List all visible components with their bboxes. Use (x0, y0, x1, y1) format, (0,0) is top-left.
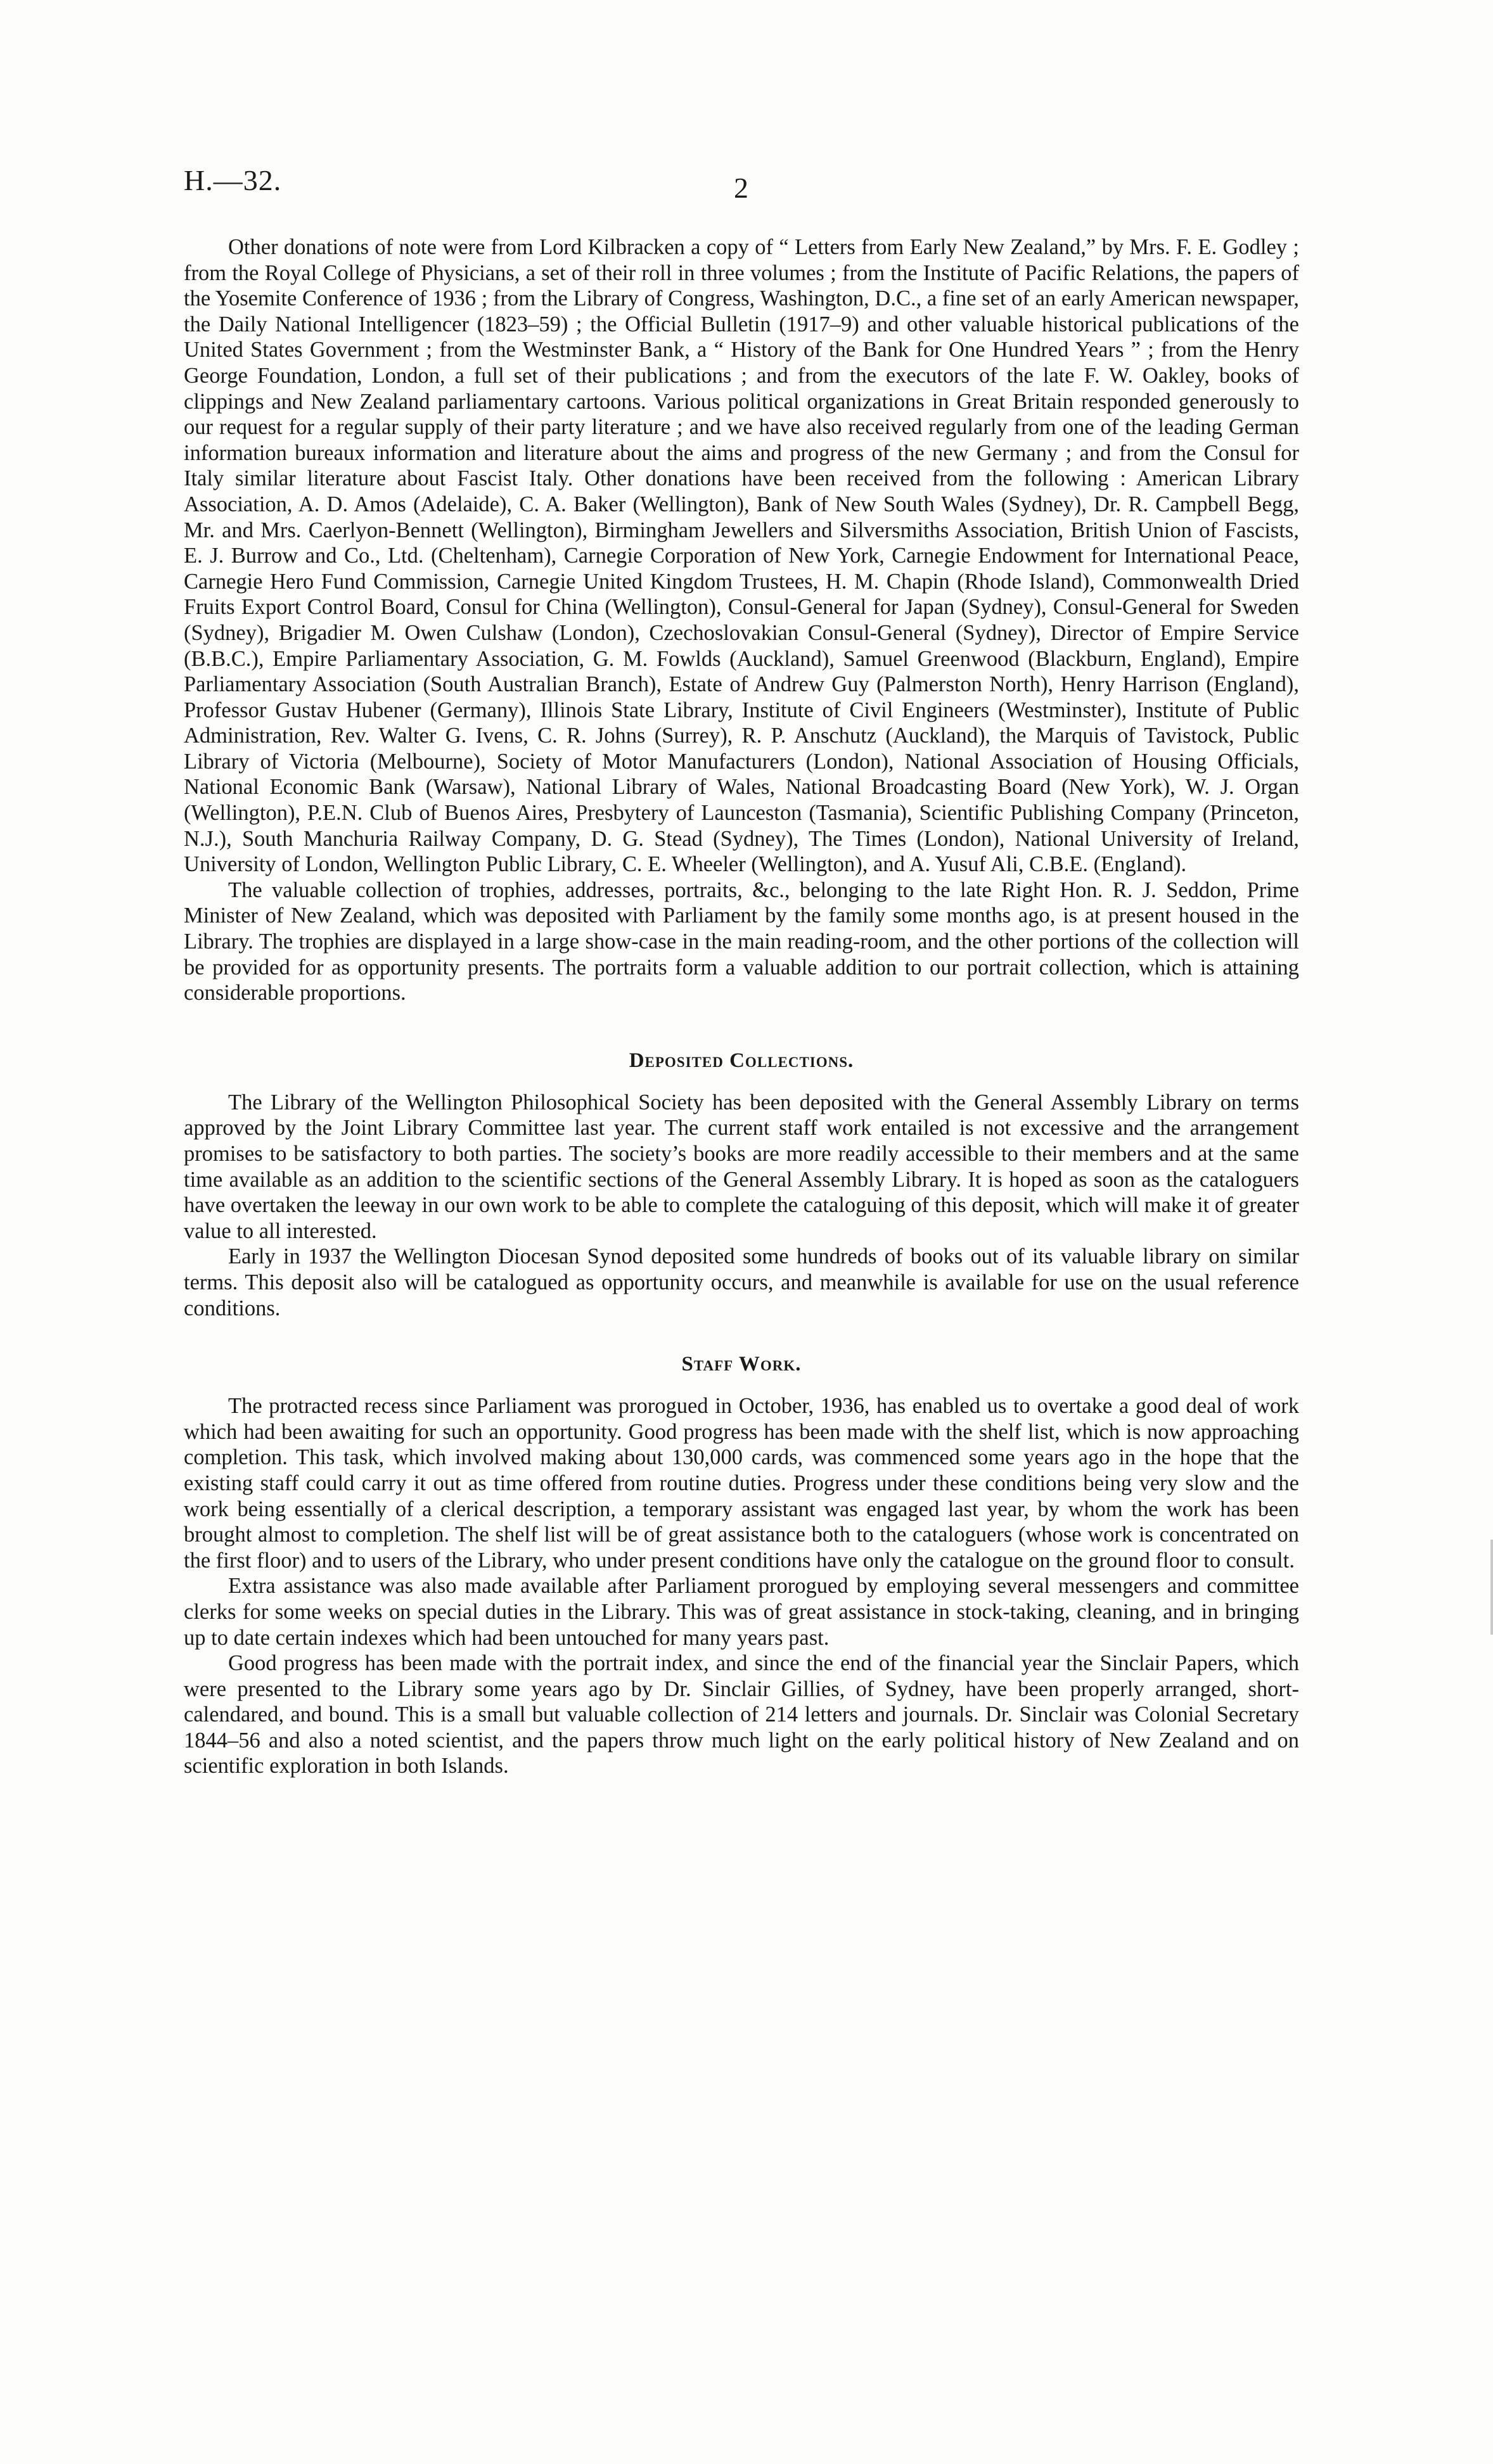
donations-paragraph: Other donations of note were from Lord Kilbracken a copy of “ Letters from Early New Zealand,” by Mrs. F. E. Godley ; from the Royal College of Physicians, a set of their roll in three volumes ; from the Institute of Pacific Relations, the papers of the Yosemite Conference of 1936 ; from the Library of Congress, Washington, D.C., a fine set of an early American newspaper, the Daily National Intelligencer (1823–59) ; the Official Bulletin (1917–9) and other valuable historical publications of the United States Government ; from the Westminster Bank, a “ History of the Bank for One Hundred Years ” ; from the Henry George Foundation, London, a full set of their publications ; and from the executors of the late F. W. Oakley, books of clippings and New Zealand parliamentary cartoons. Various political organizations in Great Britain responded generously to our request for a regular supply of their party literature ; and we have also received regularly from one of the leading German information bureaux information and literature about the aims and progress of the new Germany ; and from the Consul for Italy similar literature about Fascist Italy. Other donations have been received from the following : American Library Association, A. D. Amos (Adelaide), C. A. Baker (Wellington), Bank of New South Wales (Sydney), Dr. R. Campbell Begg, Mr. and Mrs. Caerlyon-Bennett (Wellington), Birmingham Jewellers and Silversmiths Association, British Union of Fascists, E. J. Burrow and Co., Ltd. (Cheltenham), Carnegie Corporation of New York, Carnegie Endowment for International Peace, Carnegie Hero Fund Commission, Carnegie United Kingdom Trustees, H. M. Chapin (Rhode Island), Commonwealth Dried Fruits Export Control Board, Consul for China (Wellington), Consul-General for Japan (Sydney), Consul-General for Sweden (Sydney), Brigadier M. Owen Culshaw (London), Czechoslovakian Consul-General (Sydney), Director of Empire Service (B.B.C.), Empire Parliamentary Association, G. M. Fowlds (Auckland), Samuel Greenwood (Blackburn, England), Empire Parliamentary Association (South Australian Branch), Estate of Andrew Guy (Palmerston North), Henry Harrison (England), Professor Gustav Hubener (Germany), Illinois State Library, Institute of Civil Engineers (Westminster), Institute of Public Administration, Rev. Walter G. Ivens, C. R. Johns (Surrey), R. P. Anschutz (Auckland), the Marquis of Tavistock, Public Library of Victoria (Melbourne), Society of Motor Manufacturers (London), National Association of Housing Officials, National Economic Bank (Warsaw), National Library of Wales, National Broadcasting Board (New York), W. J. Organ (Wellington), P.E.N. Club of Buenos Aires, Presbytery of Launceston (Tasmania), Scientific Publishing Company (Princeton, N.J.), South Manchuria Railway Company, D. G. Stead (Sydney), The Times (London), National University of Ireland, University of London, Wellington Public Library, C. E. Wheeler (Wellington), and A. Yusuf Ali, C.B.E. (England). (184, 235, 1299, 877)
section-heading-staff-work: Staff Work. (681, 1353, 802, 1376)
page-body (184, 234, 1299, 1779)
seddon-collection-paragraph: The valuable collection of trophies, addresses, portraits, &c., belonging to the late Right Hon. R. J. Seddon, Prime Minister of New Zealand, which was deposited with Parliament by the family some months ago, is at present housed in the Library. The trophies are displayed in a large show-case in the main reading-room, and the other portions of the collection will be provided for as opportunity presents. The portraits form a valuable addition to our portrait collection, which is attaining considerable proportions. (184, 878, 1299, 1005)
section-heading-deposited-collections: Deposited Collections. (629, 1049, 854, 1072)
wellington-philosophical-society-paragraph: The Library of the Wellington Philosophical Society has been deposited with the General Assembly Library on terms approved by the Joint Library Committee last year. The current staff work entailed is not excessive and the arrangement promises to be satisfactory to both parties. The society’s books are more readily accessible to their members and at the same time available as an addition to the scientific sections of the General Assembly Library. It is hoped as soon as the cataloguers have overtaken the leeway in our own work to be able to complete the cataloguing of this deposit, which will make it of greater value to all interested. (184, 1090, 1299, 1243)
scan-edge-mark (1490, 1540, 1493, 1635)
shelf-list-paragraph: The protracted recess since Parliament was prorogued in October, 1936, has enabled us to overtake a good deal of work which had been awaiting for such an opportunity. Good progress has been made with the shelf list, which is now approaching completion. This task, which involved making about 130,000 cards, was commenced some years ago in the hope that the existing staff could carry it out as time offered from routine duties. Progress under these conditions being very slow and the work being essentially of a clerical description, a temporary assistant was engaged last year, by whom the work has been brought almost to completion. The shelf list will be of great assistance both to the cataloguers (whose work is concentrated on the first floor) and to users of the Library, who under present conditions have only the catalogue on the ground floor to consult. (184, 1394, 1299, 1573)
sinclair-papers-paragraph: Good progress has been made with the portrait index, and since the end of the financial year the Sinclair Papers, which were presented to the Library some years ago by Dr. Sinclair Gillies, of Sydney, have been properly arranged, short-calendared, and bound. This is a small but valuable collection of 214 letters and journals. Dr. Sinclair was Colonial Secretary 1844–56 and also a noted scientist, and the papers throw much light on the early political history of New Zealand and on scientific exploration in both Islands. (184, 1651, 1299, 1778)
page-header (184, 163, 1324, 208)
document-reference: H.—32. (184, 164, 282, 196)
extra-assistance-paragraph: Extra assistance was also made available after Parliament prorogued by employing several messengers and committee clerks for some weeks on special duties in the Library. This was of great assistance in stock-taking, cleaning, and in bringing up to date certain indexes which had been untouched for many years past. (184, 1574, 1299, 1650)
diocesan-synod-paragraph: Early in 1937 the Wellington Diocesan Synod deposited some hundreds of books out of its valuable library on similar terms. This deposit also will be catalogued as opportunity occurs, and meanwhile is available for use on the usual reference conditions. (184, 1244, 1299, 1320)
page-number: 2 (734, 172, 748, 204)
